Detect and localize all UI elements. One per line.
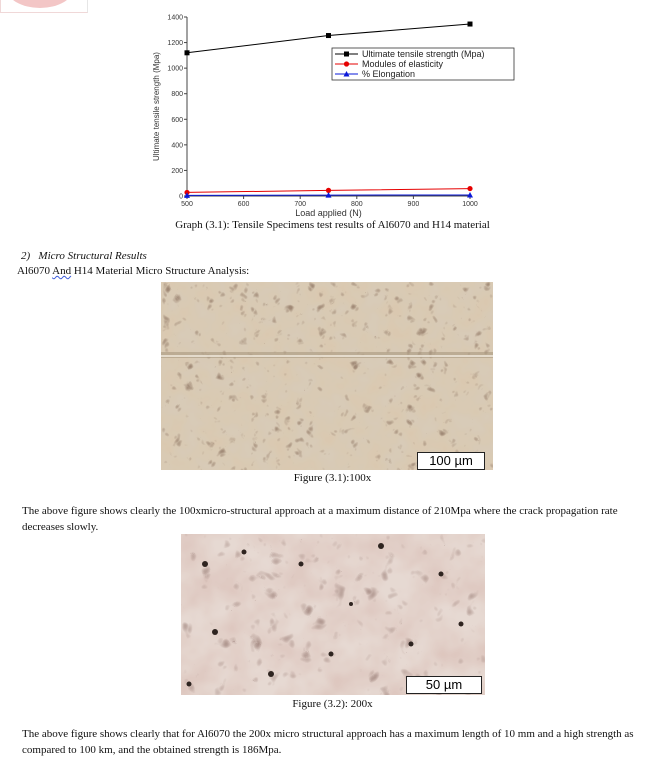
- data-point-square: [326, 33, 331, 38]
- analysis-heading-part2: H14 Material Micro Structure Analysis:: [71, 265, 250, 277]
- x-tick-label: 700: [294, 201, 307, 208]
- data-point-square: [468, 22, 473, 27]
- legend-label-0: Ultimate tensile strength (Mpa): [362, 49, 485, 59]
- y-tick-label: 600: [171, 116, 183, 124]
- y-tick-label: 0: [179, 193, 183, 201]
- y-tick-label: 1400: [167, 14, 183, 22]
- micrograph-100x: [161, 282, 493, 470]
- analysis-heading-part1: Al6070: [17, 265, 53, 277]
- data-point-square: [344, 52, 349, 57]
- y-tick-label: 1200: [167, 40, 183, 48]
- micrograph-200x: [181, 534, 485, 695]
- x-tick-label: 900: [407, 201, 420, 208]
- x-tick-label: 800: [350, 201, 363, 208]
- x-axis-label: Load applied (N): [295, 208, 362, 218]
- figure2-caption: Figure (3.2): 200x: [292, 698, 373, 710]
- journal-logo-fragment: [0, 0, 88, 13]
- section-heading: [21, 250, 147, 262]
- legend-label-1: Modules of elasticity: [362, 59, 444, 69]
- analysis-heading: [17, 263, 249, 279]
- x-tick-label: 600: [237, 201, 250, 208]
- figure1-caption: Figure (3.1):100x: [293, 472, 372, 484]
- section-number: 2): [21, 250, 31, 262]
- scale-bar-50um: 50 µm: [406, 676, 482, 694]
- x-tick-label: 500: [181, 201, 193, 208]
- graph-caption: Graph (3.1): Tensile Specimens test results of Al6070 and H14 material: [175, 219, 490, 231]
- y-tick-label: 200: [171, 167, 183, 175]
- legend-label-2: % Elongation: [362, 69, 416, 79]
- data-point-circle: [467, 186, 472, 191]
- paragraph-figure2: The above figure shows clearly that for Al6070 the 200x micro structural approach has a maximum length of 10 mm and a high strength as compared to 100 km, and the obtained strength is 186Mpa.: [22, 728, 634, 756]
- y-axis-label: Ultimate tensile strength (Mpa): [152, 52, 161, 161]
- analysis-heading-and: And: [52, 265, 72, 277]
- tensile-test-line-chart: [146, 8, 526, 218]
- section-title: Micro Structural Results: [38, 250, 147, 262]
- y-tick-label: 1000: [167, 65, 183, 73]
- paragraph-figure1: The above figure shows clearly the 100xmicro-structural approach at a maximum distance of 210Mpa where the crack propagation rate decreases slowly.: [22, 505, 618, 533]
- y-tick-label: 400: [171, 142, 183, 150]
- y-tick-label: 800: [171, 91, 183, 99]
- x-tick-label: 1000: [462, 201, 478, 208]
- micrograph-100x-image: [161, 282, 493, 470]
- data-point-circle: [344, 61, 349, 66]
- data-point-square: [185, 50, 190, 55]
- micrograph-200x-image: [181, 534, 485, 695]
- scale-bar-100um: 100 µm: [417, 452, 485, 470]
